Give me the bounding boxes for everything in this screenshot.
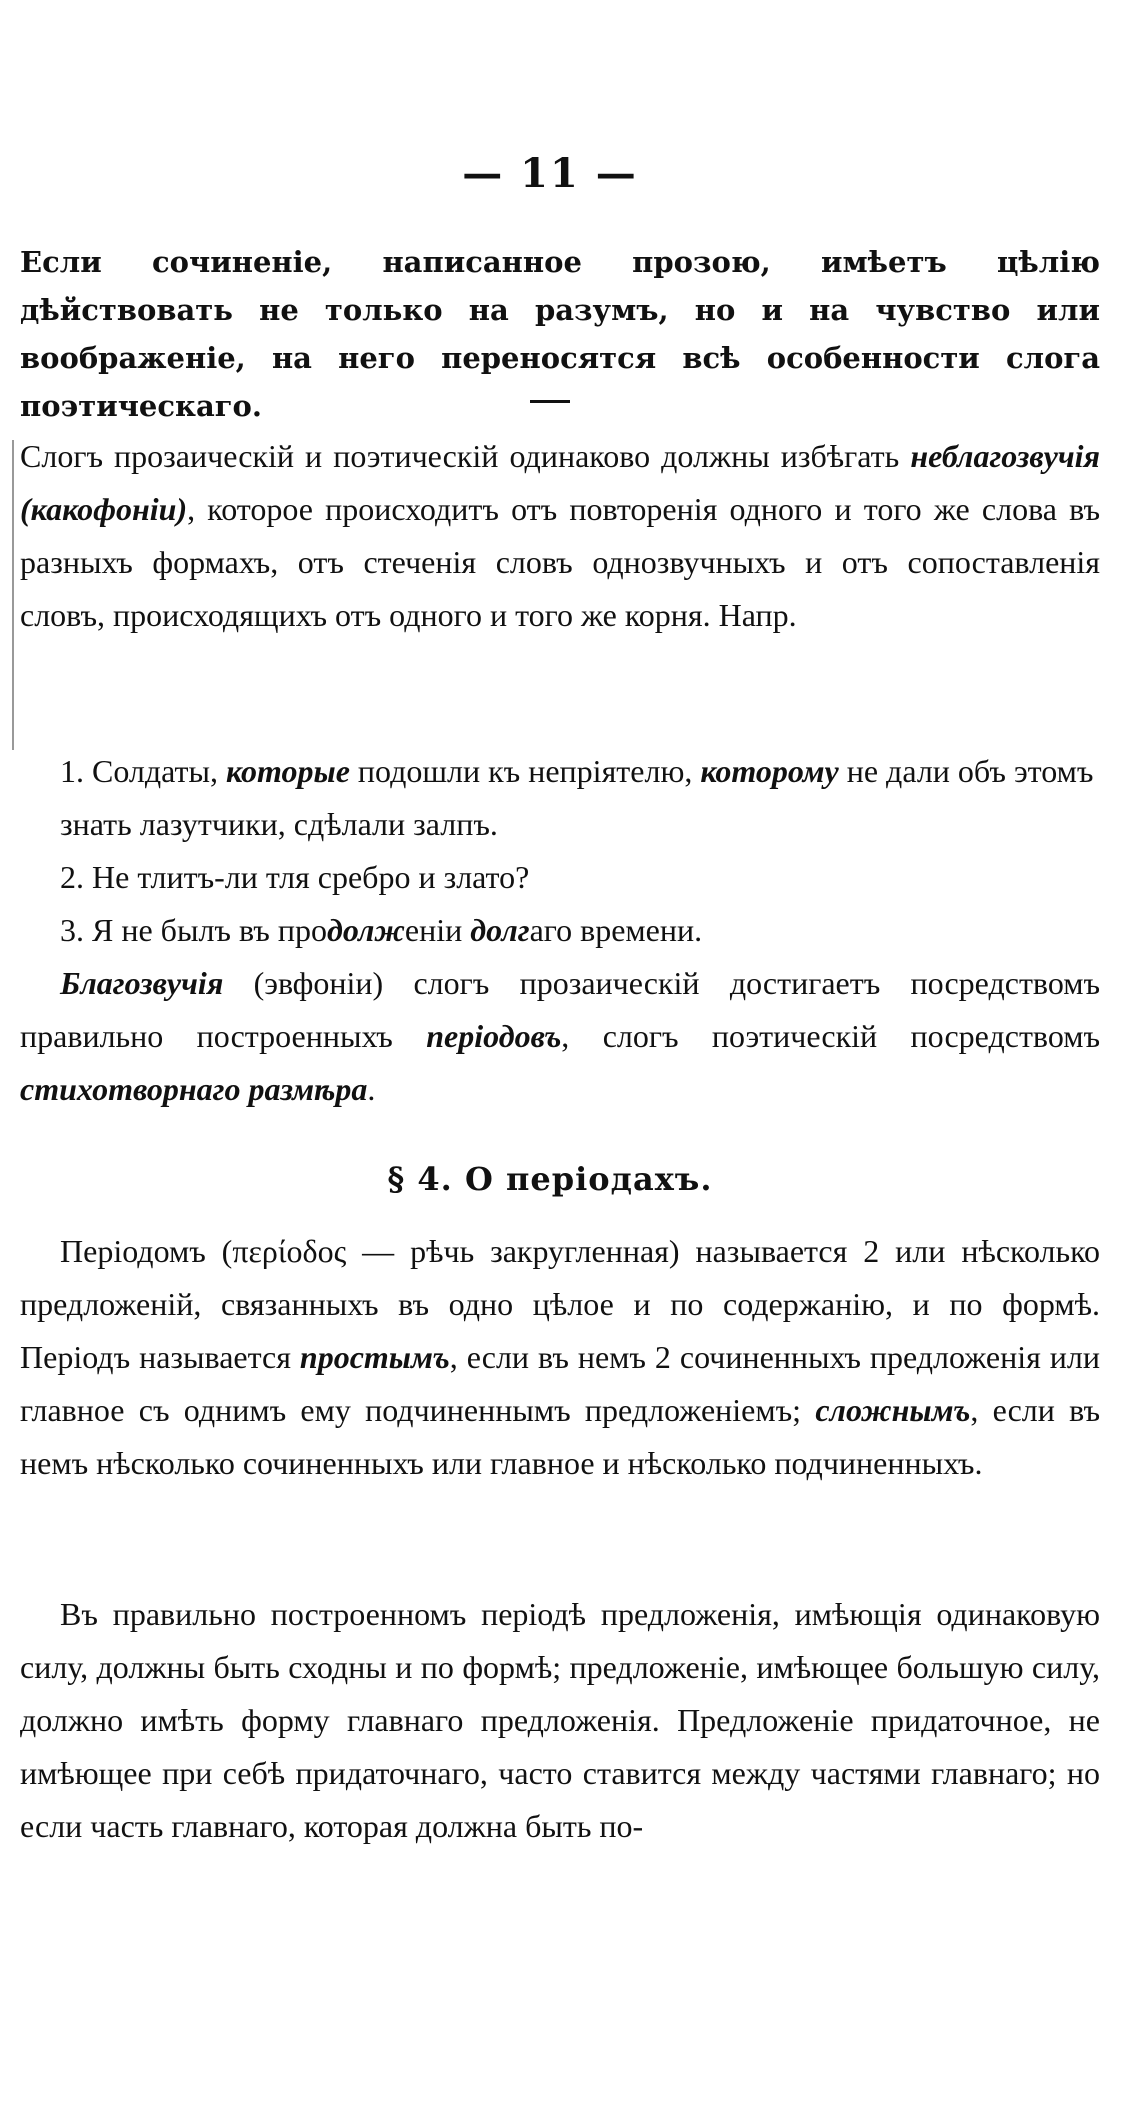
emphasis-meter: стихотворнаго размѣра: [20, 1071, 368, 1107]
text-span: , если въ немъ 2 сочиненныхъ предложенія или главное съ однимъ ему подчиненнымъ предложеніемъ;: [20, 1339, 1101, 1428]
text-span: , которое происходитъ отъ повторенія одного и того же слова въ разныхъ формахъ, отъ стеченія словъ однозвучныхъ и отъ сопоставленія словъ, происходящихъ отъ одного и того же корня. Напр.: [20, 491, 1100, 633]
emphasis: долг: [470, 912, 530, 948]
text-span: , слогъ поэтическій посредствомъ: [561, 1018, 1101, 1054]
paragraph-cacophony: [20, 430, 1100, 642]
paragraph-euphony: [20, 957, 1100, 1116]
text-span: аго времени.: [529, 912, 703, 948]
emphasis-simple: простымъ: [299, 1339, 450, 1375]
text-span: .: [367, 1071, 376, 1107]
page-number: — 11 —: [462, 150, 638, 197]
text-span: (эвфоніи) слогъ прозаическій достигаетъ посредствомъ правильно построенныхъ: [20, 965, 1100, 1054]
margin-line: [12, 440, 14, 750]
emphasis: долж: [326, 912, 405, 948]
emphasis: которые: [226, 753, 350, 789]
example-1: [20, 745, 1100, 851]
paragraph-period-definition: [20, 1225, 1100, 1490]
text-span: Періодомъ (περίοδος — рѣчь закругленная) называется 2 или нѣсколько предложеній, связанныхъ въ одно цѣлое и по содержанію, и по формѣ. Періодъ называется: [20, 1233, 1100, 1375]
text-span: Слогъ прозаическій и поэтическій одинаково должны избѣгать: [20, 438, 911, 474]
text-span: 3. Я не былъ въ про: [60, 912, 327, 948]
text-span: подошли къ непріятелю,: [349, 753, 701, 789]
section-heading: § 4. О періодахъ.: [387, 1160, 713, 1198]
example-2: 2. Не тлитъ-ли тля сребро и злато?: [60, 859, 530, 895]
text-span: 1. Солдаты,: [60, 753, 227, 789]
emphasis-complex: сложнымъ: [815, 1392, 971, 1428]
example-3: [20, 904, 1100, 957]
text-span: не дали объ этомъ знать лазутчики, сдѣлали залпъ.: [60, 753, 1094, 842]
paragraph-period-construction: Въ правильно построенномъ періодѣ предложенія, имѣющія одинаковую силу, должны быть сходны и по формѣ; предложеніе, имѣющее большую силу, должно имѣть форму главнаго предложенія. Предложеніе придаточное, не имѣющее при себѣ придаточнаго, часто ставится между частями главнаго; но если часть главнаго, которая должна быть по-: [20, 1596, 1100, 1844]
section-divider: [530, 400, 570, 403]
emphasis-cacophony: неблагозвучія (какофоніи): [20, 438, 1100, 527]
text-span: еніи: [404, 912, 471, 948]
text-span: , если въ немъ нѣсколько сочиненныхъ или главное и нѣсколько подчиненныхъ.: [20, 1392, 1101, 1481]
examples-list: [20, 745, 1100, 957]
emphasis-euphony: Благозвучія: [60, 965, 224, 1001]
emphasis-periods: періодовъ: [426, 1018, 562, 1054]
emphasis: которому: [700, 753, 839, 789]
paragraph-prose-feelings: Если сочиненіе, написанное прозою, имѣетъ цѣлію дѣйствовать не только на разумъ, но и на чувство или воображеніе, на него переносятся всѣ особенности слога поэтическаго.: [20, 245, 1100, 423]
